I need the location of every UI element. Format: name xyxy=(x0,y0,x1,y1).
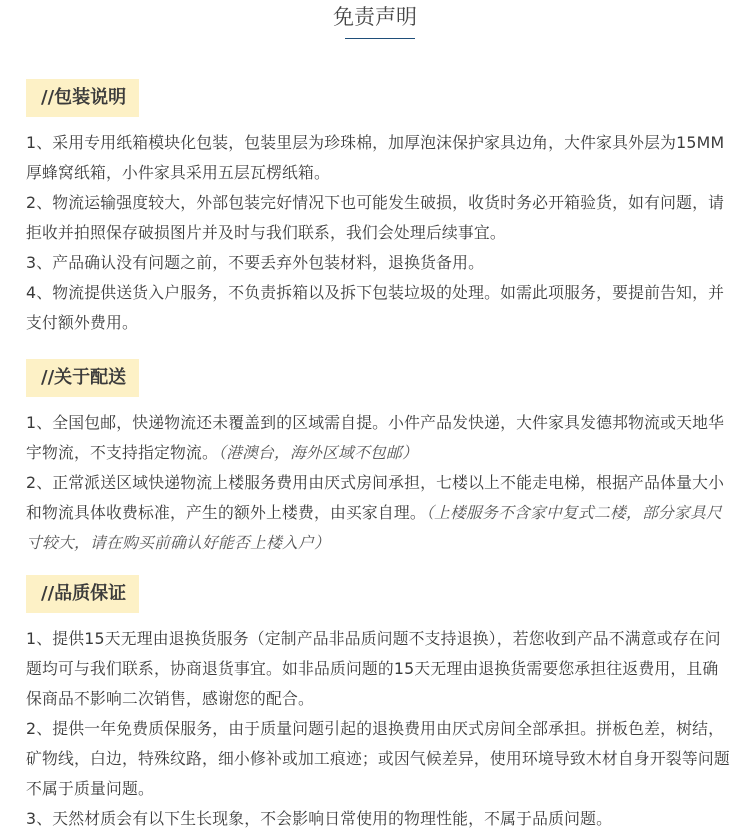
title-underline xyxy=(345,38,415,39)
paragraph: 1、提供15天无理由退换货服务（定制产品非品质问题不支持退换），若您收到产品不满意或存在问题均可与我们联系，协商退货事宜。如非品质问题的15天无理由退换货需要您承担往返费用，且确保商品不影响二次销售，感谢您的配合。 xyxy=(26,629,721,708)
paragraph: 2、正常派送区域快递物流上楼服务费用由厌式房间承担，七楼以上不能走电梯，根据产品体量大小和物流具体收费标准，产生的额外上楼费，由买家自理。（上楼服务不含家中复式二楼，部分家具尺寸较大，请在购买前确认好能否上楼入户） xyxy=(26,473,725,552)
section-body-packaging xyxy=(26,128,732,338)
paragraph: 2、物流运输强度较大，外部包装完好情况下也可能发生破损，收货时务必开箱验货，如有问题，请拒收并拍照保存破损图片并及时与我们联系，我们会处理后续事宜。 xyxy=(26,193,725,242)
paragraph: 4、物流提供送货入户服务，不负责拆箱以及拆下包装垃圾的处理。如需此项服务，要提前告知，并支付额外费用。 xyxy=(26,283,725,332)
section-heading-packaging: //包装说明 xyxy=(26,79,139,117)
section-body-quality xyxy=(26,624,732,834)
paragraph: 1、采用专用纸箱模块化包装，包装里层为珍珠棉，加厚泡沫保护家具边角，大件家具外层为15MM厚蜂窝纸箱，小件家具采用五层瓦楞纸箱。 xyxy=(26,133,725,182)
paragraph: 1、全国包邮，快递物流还未覆盖到的区域需自提。小件产品发快递，大件家具发德邦物流或天地华宇物流，不支持指定物流。（港澳台，海外区域不包邮） xyxy=(26,413,725,462)
section-heading-delivery: //关于配送 xyxy=(26,359,139,397)
section-body-delivery xyxy=(26,408,732,558)
section-packaging xyxy=(26,79,732,338)
section-heading-quality: //品质保证 xyxy=(26,575,139,613)
section-delivery xyxy=(26,359,732,558)
section-quality xyxy=(26,575,732,834)
paragraph: 3、天然材质会有以下生长现象，不会影响日常使用的物理性能，不属于品质问题。 xyxy=(26,809,613,828)
page-title: 免责声明 xyxy=(333,5,417,29)
paragraph: 3、产品确认没有问题之前，不要丢弃外包装材料，退换货备用。 xyxy=(26,253,485,272)
paragraph: 2、提供一年免费质保服务，由于质量问题引起的退换费用由厌式房间全部承担。拼板色差，树结，矿物线，白边，特殊纹路，细小修补或加工痕迹；或因气候差异，使用环境导致木材自身开裂等问题不属于质量问题。 xyxy=(26,719,730,798)
